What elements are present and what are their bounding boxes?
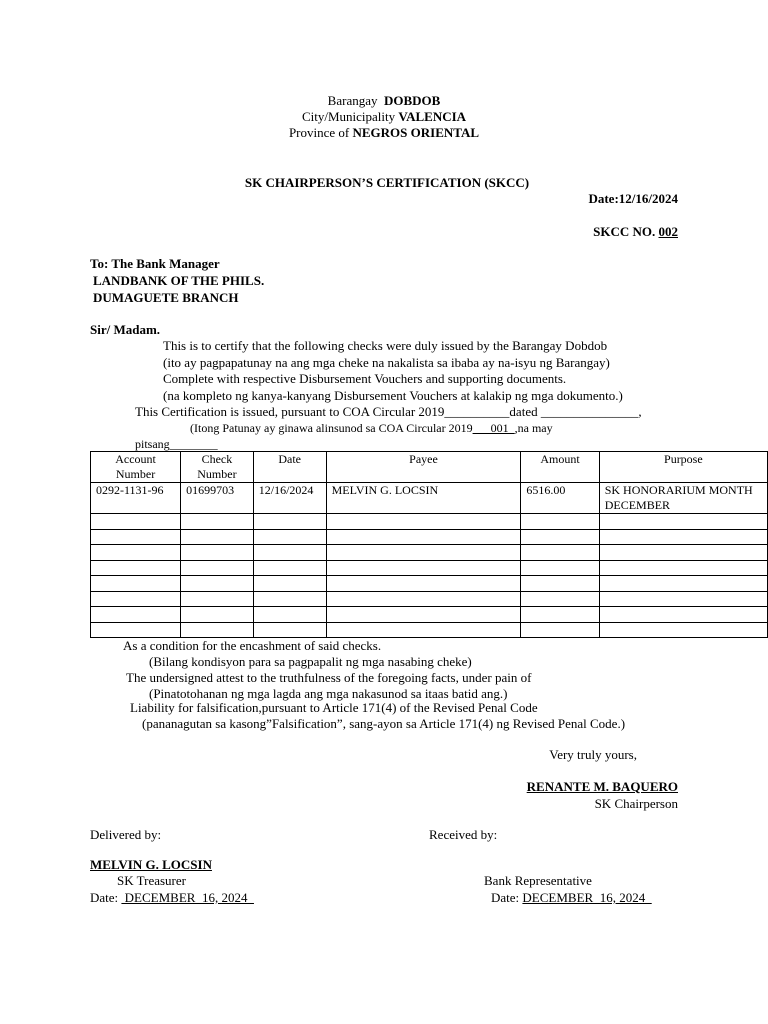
table-row-blank [91,591,768,607]
skcc-number-line [593,224,678,240]
body-line-7: pitsang________ [135,437,218,451]
col-header-purpose: Purpose [599,452,767,483]
body-line-3: Complete with respective Disbursement Vouchers and supporting documents. [163,371,567,386]
delivered-date-label: Date: [90,890,119,905]
table-row-blank [91,560,768,576]
province-label: Province of [288,125,350,140]
received-date-label: Date: [491,890,520,905]
col-header-date: Date [253,452,326,483]
condition-line-5: Liability for falsification,pursuant to Article 171(4) of the Revised Penal Code [130,700,538,715]
recipient-line-1: To: The Bank Manager [90,256,220,271]
col-header-amount: Amount [521,452,599,483]
col-header-check-number: Check Number [181,452,254,483]
checks-table [90,451,768,638]
condition-line-1: As a condition for the encashment of said checks. [123,638,382,653]
condition-line-4: (Pinatotohanan ng mga lagda ang mga nakasunod sa itaas batid ang.) [149,686,508,701]
body-line-6-end: ,na may [514,421,553,435]
circular-number: ___001_ [472,421,515,435]
table-row-blank [91,545,768,561]
received-date-value: DECEMBER 16, 2024 [522,890,652,905]
document-title: SK CHAIRPERSON’S CERTIFICATION (SKCC) [244,175,530,190]
signatory-name: RENANTE M. BAQUERO [526,779,678,794]
city-label: City/Municipality [301,109,396,124]
delivered-by-label: Delivered by: [90,827,162,842]
province-name: NEGROS ORIENTAL [352,125,480,140]
city-line [0,109,768,125]
cell-payee: MELVIN G. LOCSIN [326,483,521,514]
delivered-date [90,890,254,906]
date-line: Date:12/16/2024 [588,191,678,206]
table-row-blank [91,529,768,545]
received-date [491,890,652,906]
col-header-account-number: Account Number [91,452,181,483]
delivered-by-title: SK Treasurer [117,873,186,888]
condition-line-3: The undersigned attest to the truthfulness of the foregoing facts, under pain of [126,670,532,685]
body-line-4: (na kompleto ng kanya-kanyang Disbursement Vouchers at kalakip ng mga dokumento.) [163,388,623,403]
body-line-2: (ito ay pagpapatunay na ang mga cheke na nakalista sa ibaba ay na-isyu ng Barangay) [163,355,610,370]
received-by-label: Received by: [429,827,498,842]
barangay-line [0,93,768,109]
recipient-line-3: DUMAGUETE BRANCH [93,290,239,305]
cell-date: 12/16/2024 [253,483,326,514]
table-row-blank [91,514,768,530]
table-row [91,483,768,514]
received-by-title: Bank Representative [484,873,592,888]
recipient-line-2: LANDBANK OF THE PHILS. [93,273,265,288]
delivered-by-name: MELVIN G. LOCSIN [90,857,212,872]
salutation: Sir/ Madam. [90,322,161,337]
table-header-row [91,452,768,483]
col-header-payee: Payee [326,452,521,483]
skcc-label: SKCC NO. [593,224,656,239]
table-row-blank [91,622,768,638]
table-row-blank [91,607,768,623]
cell-account-number: 0292-1131-96 [91,483,181,514]
body-line-6-text: (Itong Patunay ay ginawa alinsunod sa COA Circular 2019 [190,421,473,435]
province-line [0,125,768,141]
city-name: VALENCIA [398,109,467,124]
delivered-date-value: DECEMBER 16, 2024 [121,890,254,905]
barangay-label: Barangay [327,93,378,108]
signatory-title: SK Chairperson [594,796,678,811]
condition-line-2: (Bilang kondisyon para sa pagpapalit ng mga nasabing cheke) [149,654,472,669]
closing: Very truly yours, [549,747,637,762]
cell-check-number: 01699703 [181,483,254,514]
barangay-name: DOBDOB [383,93,441,108]
cell-amount: 6516.00 [521,483,599,514]
body-line-1: This is to certify that the following checks were duly issued by the Barangay Dobdob [163,338,608,353]
table-row-blank [91,576,768,592]
body-line-5: This Certification is issued, pursuant to COA Circular 2019__________dated _______________, [135,404,642,419]
body-line-6 [190,420,553,436]
skcc-number: 002 [658,224,678,239]
condition-line-6: (pananagutan sa kasong”Falsification”, sang-ayon sa Article 171(4) ng Revised Penal Code.) [142,716,626,731]
cell-purpose: SK HONORARIUM MONTH DECEMBER [599,483,767,514]
